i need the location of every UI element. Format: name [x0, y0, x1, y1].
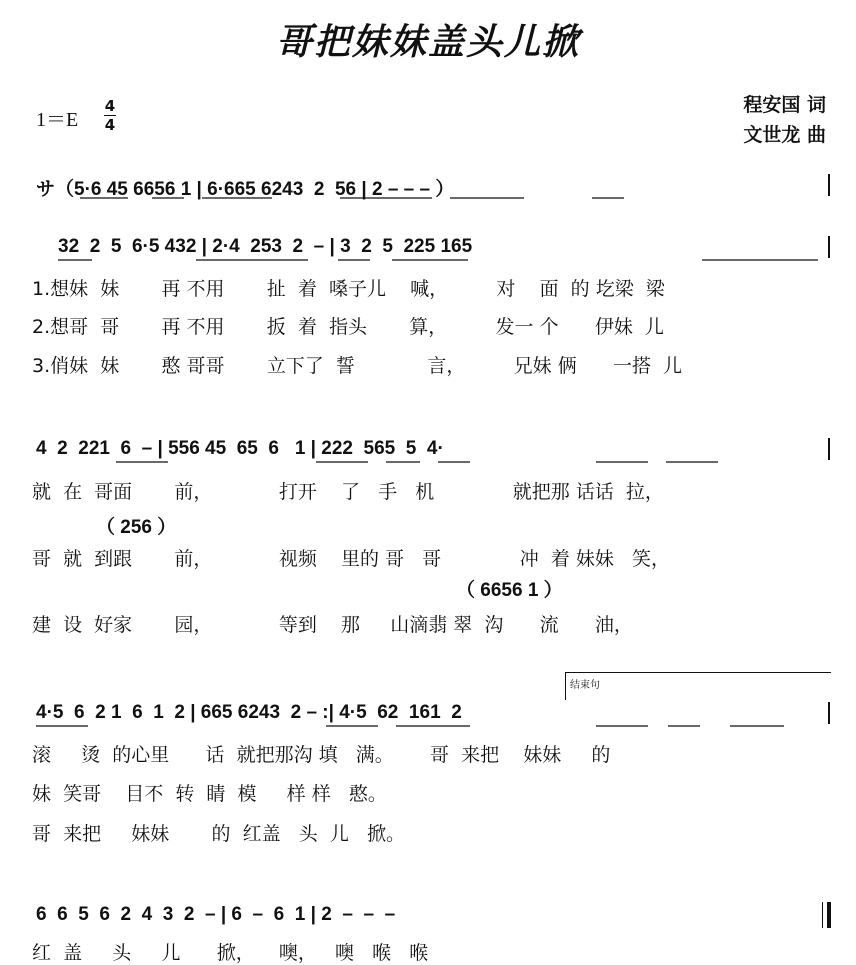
system-2-notes: 32 2 5 6·5 432 | 2·4 253 2 – | 3 2 5 225 165	[58, 236, 473, 257]
system-4-lyric-3: 哥 来把 妹妹 的 红盖 头 儿 掀。	[32, 823, 405, 845]
key-signature: 1＝E	[36, 109, 79, 131]
time-signature-top: 4	[104, 97, 116, 115]
system-3-lyric-2: 哥 就 到跟 前， 视频 里的 哥 哥 冲 着 妹妹 笑，	[32, 548, 670, 570]
system-3-alt-notes-2: （ 6656 1 ）	[456, 580, 563, 601]
system-1-notes: サ（5·6 45 6656 1 | 6·665 6243 2 56 | 2 – – – ）	[36, 179, 455, 200]
system-2-lyric-3: 3.俏妹 妹 憨 哥哥 立下了 誓 言， 兄妹 俩 一搭 儿	[32, 355, 683, 377]
system-5-notes: 6 6 5 6 2 4 3 2 – | 6 – 6 1 | 2 – – –	[36, 904, 396, 925]
system-4-lyric-1: 滚 烫 的心里 话 就把那沟 填 满。 哥 来把 妹妹 的	[32, 744, 611, 766]
song-title: 哥把妹妹盖头儿掀	[275, 21, 580, 63]
system-3-lyric-3: 建 设 好家 园， 等到 那 山滴翡 翠 沟 流 油，	[32, 614, 633, 636]
system-3-lyric-1: 就 在 哥面 前， 打开 了 手 机 就把那 话话 拉，	[32, 481, 664, 503]
time-signature-bottom: 4	[104, 116, 116, 134]
system-2-lyric-1: 1.想妹 妹 再 不用 扯 着 嗓子儿 喊， 对 面 的 圪梁 梁	[32, 278, 665, 300]
ending-label: 结束句	[570, 680, 600, 691]
system-2-lyric-2: 2.想哥 哥 再 不用 扳 着 指头 算， 发一 个 伊妹 儿	[32, 316, 664, 338]
system-5-lyric-1: 红 盖 头 儿 掀， 噢， 噢 喉 喉	[32, 942, 429, 964]
system-4-notes: 4·5 6 2 1 6 1 2 | 665 6243 2 – :| 4·5 62 161 2	[36, 702, 462, 723]
system-3-notes: 4 2 221 6 – | 556 45 65 6 1 | 222 565 5 4·	[36, 438, 444, 459]
system-3-alt-notes-1: （ 256 ）	[96, 517, 177, 538]
system-4-lyric-2: 妹 笑哥 目不 转 睛 模 样 样 憨。	[32, 783, 387, 805]
lyricist-credit: 程安国 词	[743, 94, 826, 116]
composer-credit: 文世龙 曲	[743, 124, 826, 146]
